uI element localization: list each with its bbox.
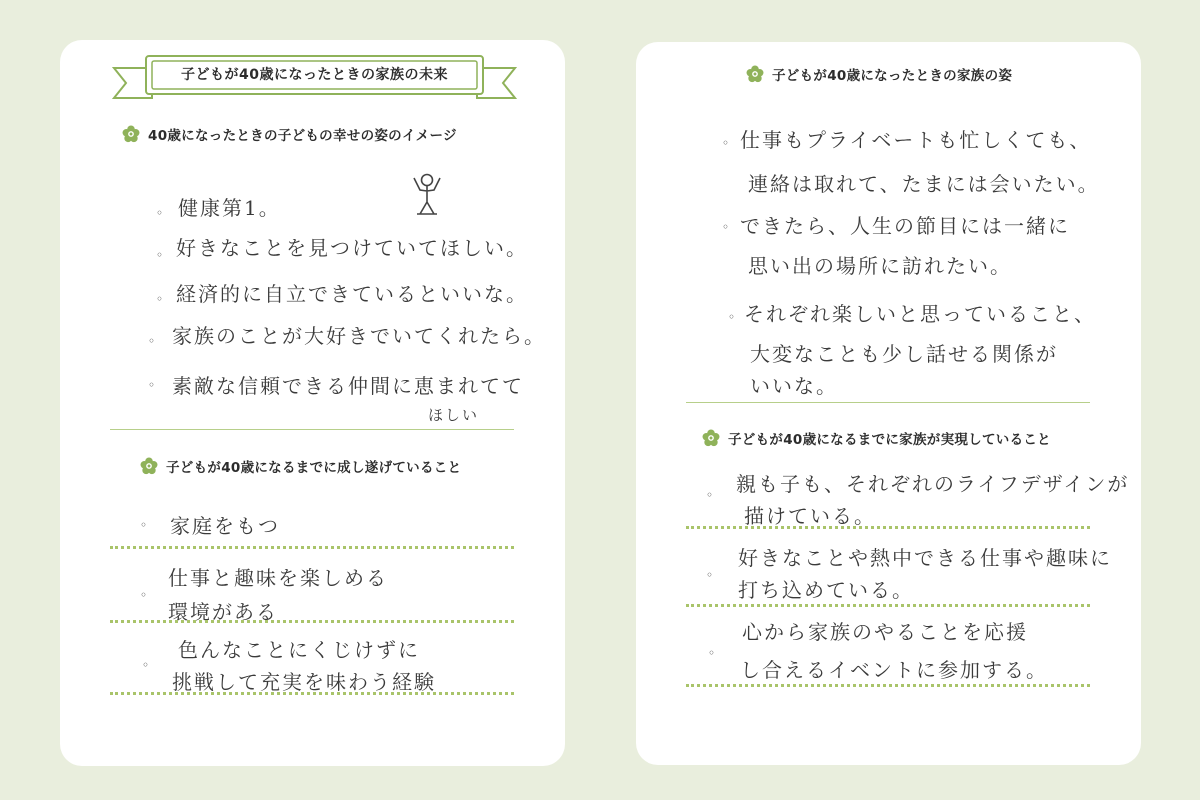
bullet: ◦ (722, 136, 730, 150)
bullet: ◦ (156, 206, 164, 220)
dotted-rule (686, 604, 1090, 607)
handwritten-item: 大変なことも少し話せる関係が (750, 342, 1058, 366)
dotted-rule (110, 620, 514, 623)
bullet: ◦ (708, 646, 716, 660)
handwritten-item: 好きなことや熱中できる仕事や趣味に (738, 546, 1112, 570)
handwritten-item: 挑戦して充実を味わう経験 (172, 670, 436, 694)
bullet: ◦ (706, 568, 714, 582)
bullet: ◦ (148, 334, 156, 348)
handwritten-item: 親も子も、それぞれのライフデザインが (736, 472, 1130, 496)
handwritten-item: 心から家族のやることを応援 (742, 620, 1028, 644)
bullet: ◦ (148, 378, 156, 392)
section-heading-happiness (122, 124, 457, 144)
handwritten-item: 素敵な信頼できる仲間に恵まれてて (172, 374, 524, 398)
handwritten-item: 打ち込めている。 (738, 578, 914, 602)
dotted-rule (110, 692, 514, 695)
dotted-rule (110, 546, 514, 549)
handwritten-item: 仕事と趣味を楽しめる (168, 566, 388, 590)
handwritten-item: それぞれ楽しいと思っていること、 (744, 302, 1096, 326)
flower-icon (702, 429, 720, 447)
handwritten-item: 健康第1。 (178, 196, 281, 220)
handwritten-item: 環境がある (168, 600, 278, 624)
bullet: ◦ (722, 220, 730, 234)
section-heading-achievements (140, 456, 461, 476)
card-title-text: 子どもが40歳になったときの家族の姿 (772, 68, 1013, 84)
handwritten-item: 思い出の場所に訪れたい。 (748, 254, 1012, 278)
banner-title: 子どもが40歳になったときの家族の未来 (181, 67, 448, 83)
handwritten-item: できたら、人生の節目には一緒に (740, 214, 1070, 238)
handwritten-item: 経済的に自立できているといいな。 (176, 282, 528, 306)
card-title (746, 64, 1012, 84)
handwritten-item: 家族のことが大好きでいてくれたら。 (172, 324, 546, 348)
bullet: ◦ (142, 658, 150, 672)
bullet: ◦ (706, 488, 714, 502)
bullet: ◦ (156, 292, 164, 306)
handwritten-item: いいな。 (750, 374, 838, 398)
bullet: ◦ (156, 248, 164, 262)
bullet: ◦ (728, 310, 736, 324)
section-divider (686, 402, 1090, 403)
handwritten-item: し合えるイベントに参加する。 (740, 658, 1048, 682)
handwritten-item: 家庭をもつ (170, 514, 280, 538)
section-heading-family-realized (702, 428, 1051, 448)
section-heading-text: 子どもが40歳になるまでに成し遂げていること (166, 460, 462, 476)
dotted-rule (686, 526, 1090, 529)
flower-icon (140, 457, 158, 475)
handwritten-item: 仕事もプライベートも忙しくても、 (740, 128, 1092, 152)
handwritten-item: 描けている。 (744, 504, 876, 528)
handwritten-item: 色んなことにくじけずに (178, 638, 420, 662)
section-heading-text: 子どもが40歳になるまでに家族が実現していること (728, 432, 1051, 448)
bullet: ◦ (140, 588, 148, 602)
stick-figure-icon (408, 172, 446, 218)
handwritten-item: ほしい (428, 406, 480, 424)
section-divider (110, 429, 514, 430)
title-banner (112, 50, 517, 102)
flower-icon (746, 65, 764, 83)
handwritten-item: 連絡は取れて、たまには会いたい。 (748, 172, 1100, 196)
section-heading-text: 40歳になったときの子どもの幸せの姿のイメージ (148, 128, 457, 144)
handwritten-item: 好きなことを見つけていてほしい。 (176, 236, 528, 260)
bullet: ◦ (140, 518, 148, 532)
dotted-rule (686, 684, 1090, 687)
left-card (60, 40, 565, 766)
flower-icon (122, 125, 140, 143)
right-card (636, 42, 1141, 765)
